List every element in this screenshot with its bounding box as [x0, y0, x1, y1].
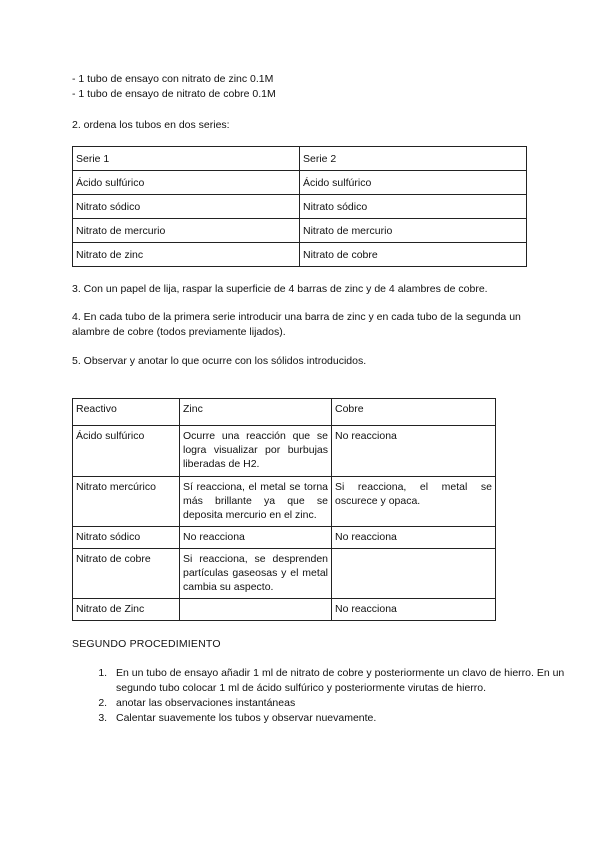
- table-row: [73, 147, 527, 171]
- series-1-header: Serie 1: [73, 147, 300, 171]
- table-cell: Nitrato de mercurio: [300, 219, 527, 243]
- table-cell: Nitrato de mercurio: [73, 219, 300, 243]
- table-row: [73, 171, 527, 195]
- list-item: 1. En un tubo de ensayo añadir 1 ml de nitrato de cobre y posteriormente un clavo de hierro. En un segundo tubo colocar 1 ml de ácido sulfúrico y posteriormente virutas de hierro.: [110, 666, 565, 696]
- table-row: [73, 399, 496, 426]
- table-cell: Ácido sulfúrico: [73, 171, 300, 195]
- table-cell: Nitrato de Zinc: [73, 599, 180, 621]
- table-cell: Nitrato sódico: [73, 527, 180, 549]
- table-cell: Nitrato de cobre: [300, 243, 527, 267]
- table-cell: No reacciona: [332, 599, 496, 621]
- second-procedure-heading: SEGUNDO PROCEDIMIENTO: [72, 638, 221, 650]
- table-cell: No reacciona: [332, 527, 496, 549]
- table-row: [73, 195, 527, 219]
- zinc-header: Zinc: [180, 399, 332, 426]
- table-cell: Nitrato sódico: [73, 195, 300, 219]
- materials-line-1: - 1 tubo de ensayo con nitrato de zinc 0.1M: [72, 73, 274, 85]
- table-cell: Si reacciona, el metal se oscurece y opaca.: [332, 477, 496, 527]
- step-5-text: 5. Observar y anotar lo que ocurre con los sólidos introducidos.: [72, 355, 367, 367]
- table-row: [73, 426, 496, 477]
- reactivo-header: Reactivo: [73, 399, 180, 426]
- table-row: [73, 599, 496, 621]
- step-4-text: 4. En cada tubo de la primera serie introducir una barra de zinc y en cada tubo de la segunda un alambre de cobre (todos previamente lijados).: [72, 311, 521, 338]
- series-table: [72, 146, 527, 267]
- table-cell: No reacciona: [180, 527, 332, 549]
- second-procedure-list: [72, 666, 565, 726]
- cobre-header: Cobre: [332, 399, 496, 426]
- step-2-text: 2. ordena los tubos en dos series:: [72, 119, 230, 131]
- table-cell: Nitrato sódico: [300, 195, 527, 219]
- table-row: [73, 477, 496, 527]
- table-cell: [180, 599, 332, 621]
- table-cell: Ácido sulfúrico: [300, 171, 527, 195]
- table-row: [73, 219, 527, 243]
- table-cell: Sí reacciona, el metal se torna más brillante ya que se deposita mercurio en el zinc.: [180, 477, 332, 527]
- table-cell: No reacciona: [332, 426, 496, 477]
- list-item: 2. anotar las observaciones instantáneas: [110, 696, 565, 711]
- table-cell: Ácido sulfúrico: [73, 426, 180, 477]
- table-cell: Nitrato de zinc: [73, 243, 300, 267]
- results-table: [72, 398, 496, 621]
- table-cell: [332, 549, 496, 599]
- table-cell: Nitrato mercúrico: [73, 477, 180, 527]
- step-3-text: 3. Con un papel de lija, raspar la superficie de 4 barras de zinc y de 4 alambres de cobre.: [72, 283, 488, 295]
- series-2-header: Serie 2: [300, 147, 527, 171]
- table-row: [73, 549, 496, 599]
- table-row: [73, 527, 496, 549]
- list-item: 3. Calentar suavemente los tubos y observar nuevamente.: [110, 711, 565, 726]
- table-cell: Ocurre una reacción que se logra visualizar por burbujas liberadas de H2.: [180, 426, 332, 477]
- table-cell: Si reacciona, se desprenden partículas gaseosas y el metal cambia su aspecto.: [180, 549, 332, 599]
- table-cell: Nitrato de cobre: [73, 549, 180, 599]
- materials-line-2: - 1 tubo de ensayo de nitrato de cobre 0.1M: [72, 88, 276, 100]
- table-row: [73, 243, 527, 267]
